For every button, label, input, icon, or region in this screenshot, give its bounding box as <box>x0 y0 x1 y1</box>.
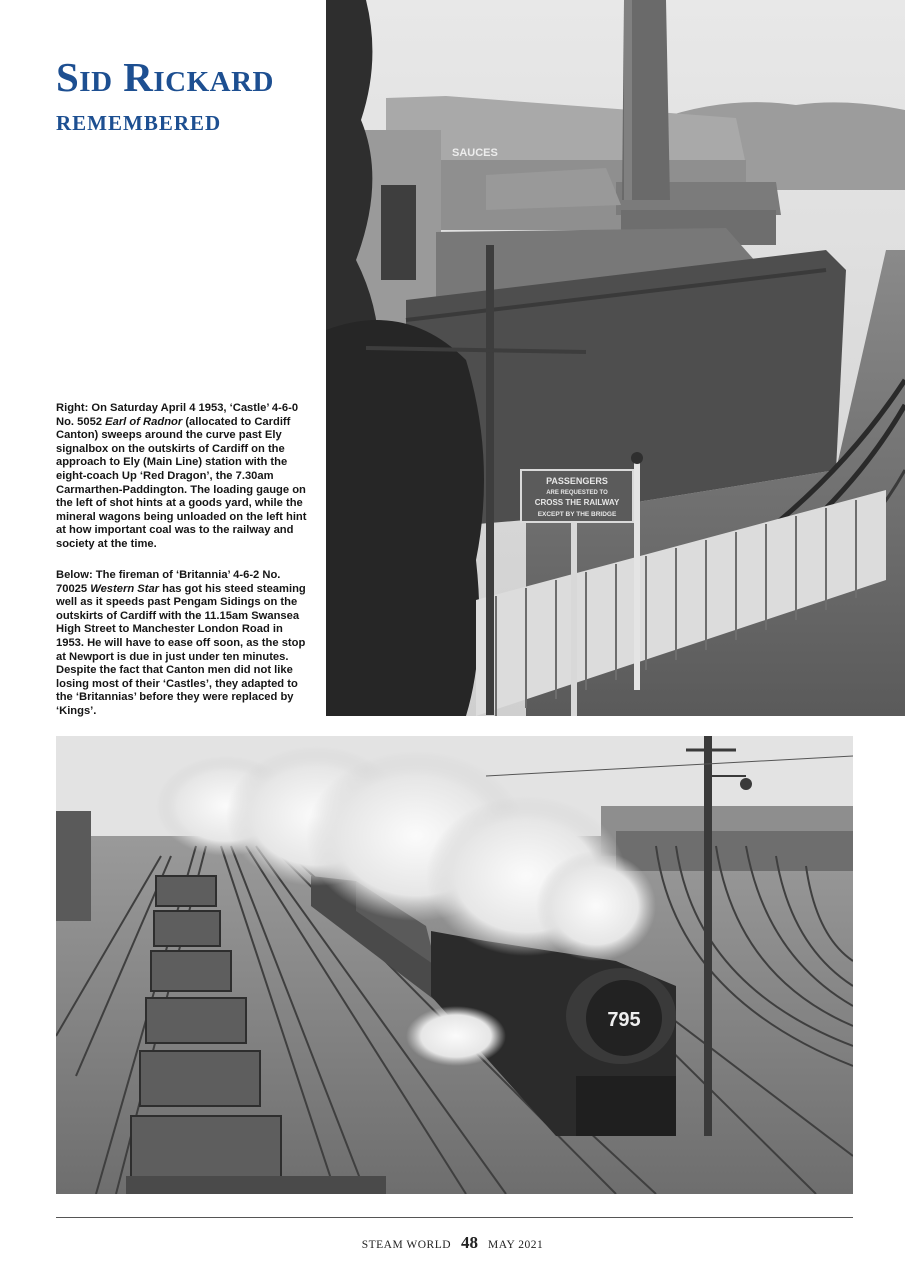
caption-right <box>56 402 312 552</box>
footer-divider <box>56 1217 853 1218</box>
issue-date: MAY 2021 <box>488 1239 544 1251</box>
caption-below-text-2: has got his steed steaming well as it speeds past Pengam Sidings on the outskirts of Cardiff with the 11.15am Swansea High Street to Manchester London Road in 1953. He will have to ease off soon, as the stop at Newport is due in just under ten minutes. Despite the fact that Canton men did not like losing most of their ‘Castles’, they adapted to the ‘Britannias’ before they were replaced by ‘Kings’. <box>56 582 306 717</box>
caption-right-loco-name: Earl of Radnor <box>105 415 183 428</box>
magazine-name: STEAM WORLD <box>361 1239 452 1251</box>
article-title <box>56 56 318 137</box>
caption-below-text-1: Below: The fireman of ‘Britannia’ 4-6-2 No. 70025 <box>56 569 281 595</box>
page-number: 48 <box>461 1233 479 1252</box>
caption-right-text-2: (allocated to Cardiff Canton) sweeps around the curve past Ely signalbox on the outskirts of Cardiff on the approach to Ely (Main Line) station with the eight-coach Up ‘Red Dragon’, the 7.30am Carmarthen-Paddington. The loading gauge on the left of shot hints at a goods yard, while the mineral wagons being unloaded on the left hint at how important coal was to the railway and society at the time. <box>56 415 307 550</box>
bridge-sign-line-1: PASSENGERS <box>546 476 608 486</box>
caption-right-text-1: Right: On Saturday April 4 1953, ‘Castle’ 4-6-0 No. 5052 <box>56 402 299 428</box>
photo-ely-curve-drawing <box>326 0 905 716</box>
smokebox-number: 795 <box>607 1009 641 1031</box>
caption-below <box>56 569 312 719</box>
sauces-sign: SAUCES <box>452 147 498 159</box>
bridge-sign-line-3: CROSS THE RAILWAY <box>534 498 620 507</box>
caption-below-loco-name: Western Star <box>90 582 160 595</box>
title-line-2: remembered <box>56 104 222 138</box>
photo-pengam-sidings <box>56 736 853 1194</box>
title-line-1: Sid Rickard <box>56 54 275 100</box>
photo-ely-curve <box>326 0 905 716</box>
bridge-sign-line-2: ARE REQUESTED TO <box>546 490 608 496</box>
page-footer <box>0 1233 905 1253</box>
bridge-sign-line-4: EXCEPT BY THE BRIDGE <box>537 511 617 518</box>
photo-pengam-sidings-drawing <box>56 736 853 1194</box>
